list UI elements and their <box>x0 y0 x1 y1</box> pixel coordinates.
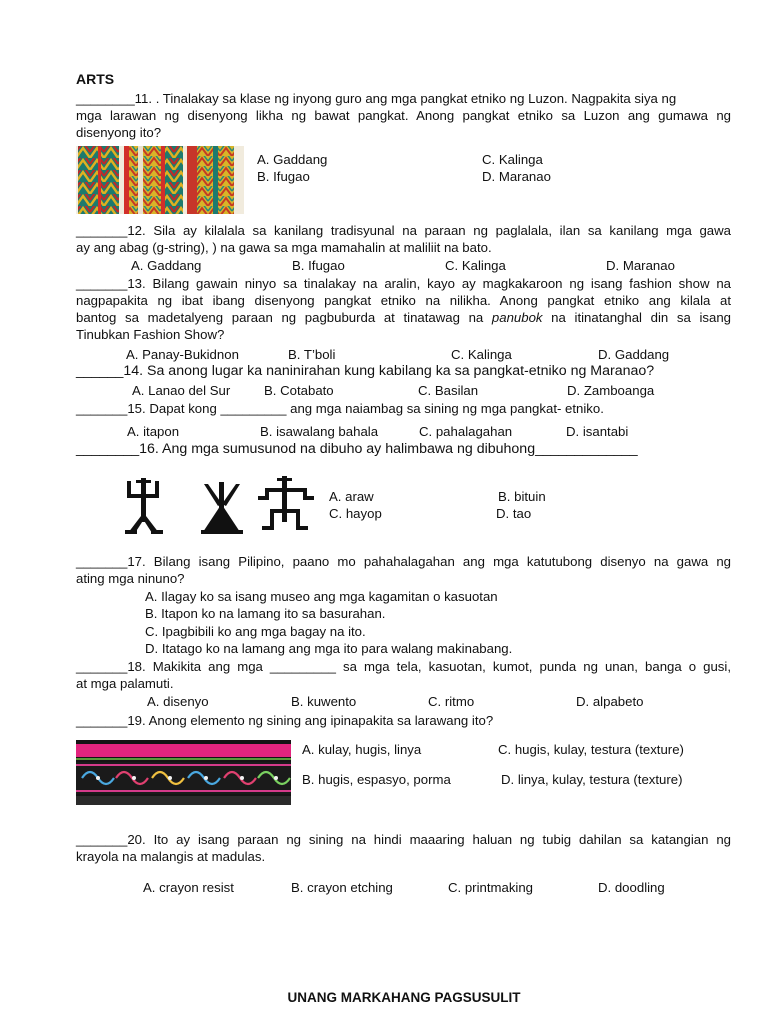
q14-choice-d: D. Zamboanga <box>567 383 655 398</box>
q19-embroidery-image <box>76 740 291 805</box>
q11-choice-a: A. Gaddang <box>257 152 328 167</box>
q11-line-3: disenyong ito? <box>76 125 162 140</box>
q13-choice-d: D. Gaddang <box>598 347 670 362</box>
human-figure-1-icon <box>125 478 163 534</box>
q11-textile-image <box>76 146 244 214</box>
question-14: ______14. Sa anong lugar ka naninirahan kung kabilang ka sa pangkat-etniko ng Maranao? <box>76 363 655 379</box>
q17-line-1: _______17. Bilang isang Pilipino, paano mo pahahalagahan ang mga katutubong disenyo na gawa ng <box>76 554 731 569</box>
q14-choice-b: B. Cotabato <box>264 383 334 398</box>
q16-choice-b: B. bituin <box>498 489 546 504</box>
q17-choice-b: B. Itapon ko na lamang ito sa basurahan. <box>145 606 386 621</box>
q20-choice-b: B. crayon etching <box>291 880 393 895</box>
q12-line-2: ay ang abag (g-string), ) na gawa sa mga mamahalin at maliliit na bato. <box>76 240 492 255</box>
q13-line-3-c: na itinatanghal din sa isang <box>542 310 731 325</box>
q13-line-1: _______13. Bilang gawain ninyo sa tinalakay na aralin, kayo ay magkakaroon ng isang fashion show na <box>76 276 731 291</box>
q17-choice-c: C. Ipagbibili ko ang mga bagay na ito. <box>145 624 366 639</box>
q18-line-2: at mga palamuti. <box>76 676 174 691</box>
q15-choice-b: B. isawalang bahala <box>260 424 379 439</box>
q12-line-1: _______12. Sila ay kilalala sa kanilang tradisyunal na paraan ng paglalala, ilan sa kanilang mga gawa <box>76 223 731 238</box>
question-18 <box>76 658 731 692</box>
question-20 <box>76 831 731 865</box>
q18-choice-a: A. disenyo <box>147 694 209 709</box>
q13-line-3-a: bantog sa madetalyeng paraan ng pagbuburda at tinatawag na <box>76 310 492 325</box>
q20-choice-d: D. doodling <box>598 880 665 895</box>
q17-line-2: ating mga ninuno? <box>76 571 185 586</box>
q14-choice-c: C. Basilan <box>418 383 479 398</box>
q18-line-1: _______18. Makikita ang mga _________ sa mga tela, kasuotan, kumot, punda ng unan, banga o gusi, <box>76 659 731 674</box>
q13-line-2: nagpapakita ng ibat ibang disenyong pangkat etniko na nilikha. Anong pangkat etniko ang kilala at <box>76 293 731 308</box>
question-17 <box>76 553 731 587</box>
q15-choice-a: A. itapon <box>127 424 180 439</box>
q19-choice-d: D. linya, kulay, testura (texture) <box>501 772 683 787</box>
footer-title: UNANG MARKAHANG PAGSUSULIT <box>287 990 521 1005</box>
q13-choice-c: C. Kalinga <box>451 347 512 362</box>
q18-choice-d: D. alpabeto <box>576 694 644 709</box>
q13-choice-b: B. T’boli <box>288 347 336 362</box>
q13-choice-a: A. Panay-Bukidnon <box>126 347 239 362</box>
q13-line-4: Tinubkan Fashion Show? <box>76 327 225 342</box>
question-12 <box>76 222 731 256</box>
q16-choice-c: C. hayop <box>329 506 382 521</box>
q18-choice-c: C. ritmo <box>428 694 475 709</box>
q17-choice-a: A. Ilagay ko sa isang museo ang mga kagamitan o kasuotan <box>145 589 498 604</box>
question-19: _______19. Anong elemento ng sining ang ipinapakita sa larawang ito? <box>76 713 494 728</box>
q12-choice-a: A. Gaddang <box>131 258 202 273</box>
q12-choice-c: C. Kalinga <box>445 258 506 273</box>
q17-choice-d: D. Itatago ko na lamang ang mga ito para walang makinabang. <box>145 641 513 656</box>
q16-choice-d: D. tao <box>496 506 532 521</box>
question-11 <box>76 90 731 141</box>
question-15: _______15. Dapat kong _________ ang mga naiambag sa sining ng mga pangkat- etniko. <box>76 401 604 416</box>
q14-choice-a: A. Lanao del Sur <box>132 383 231 398</box>
q12-choice-d: D. Maranao <box>606 258 675 273</box>
q20-choice-c: C. printmaking <box>448 880 534 895</box>
q20-line-2: krayola na malangis at madulas. <box>76 849 266 864</box>
q20-choice-a: A. crayon resist <box>143 880 234 895</box>
q11-line-2: mga larawan ng disenyong likha ng bawat pangkat. Anong pangkat etniko sa Luzon ang gumawa ng <box>76 108 731 123</box>
q11-choice-b: B. Ifugao <box>257 169 310 184</box>
q11-choice-d: D. Maranao <box>482 169 551 184</box>
q16-figure-designs <box>122 476 316 536</box>
q13-line-3 <box>76 309 731 326</box>
q19-choice-b: B. hugis, espasyo, porma <box>302 772 451 787</box>
q11-line-1: ________11. . Tinalakay sa klase ng inyong guro ang mga pangkat etniko ng Luzon. Nagpakita siya ng <box>76 91 677 106</box>
q20-line-1: _______20. Ito ay isang paraan ng sining na hindi maaaring haluan ng tubig dahilan sa katangian ng <box>76 832 731 847</box>
q19-choice-c: C. hugis, kulay, testura (texture) <box>498 742 684 757</box>
q15-choice-d: D. isantabi <box>566 424 629 439</box>
question-16: ________16. Ang mga sumusunod na dibuho ay halimbawa ng dibuhong_____________ <box>76 441 638 457</box>
q16-choice-a: A. araw <box>329 489 374 504</box>
q13-line-3-italic: panubok <box>491 310 543 325</box>
q12-choice-b: B. Ifugao <box>292 258 345 273</box>
q19-choice-a: A. kulay, hugis, linya <box>302 742 422 757</box>
q11-choice-c: C. Kalinga <box>482 152 543 167</box>
question-13 <box>76 275 731 343</box>
section-title: ARTS <box>76 71 115 87</box>
q15-choice-c: C. pahalagahan <box>419 424 513 439</box>
human-figure-3-icon <box>258 476 314 530</box>
q18-choice-b: B. kuwento <box>291 694 357 709</box>
human-figure-2-icon <box>201 482 243 534</box>
